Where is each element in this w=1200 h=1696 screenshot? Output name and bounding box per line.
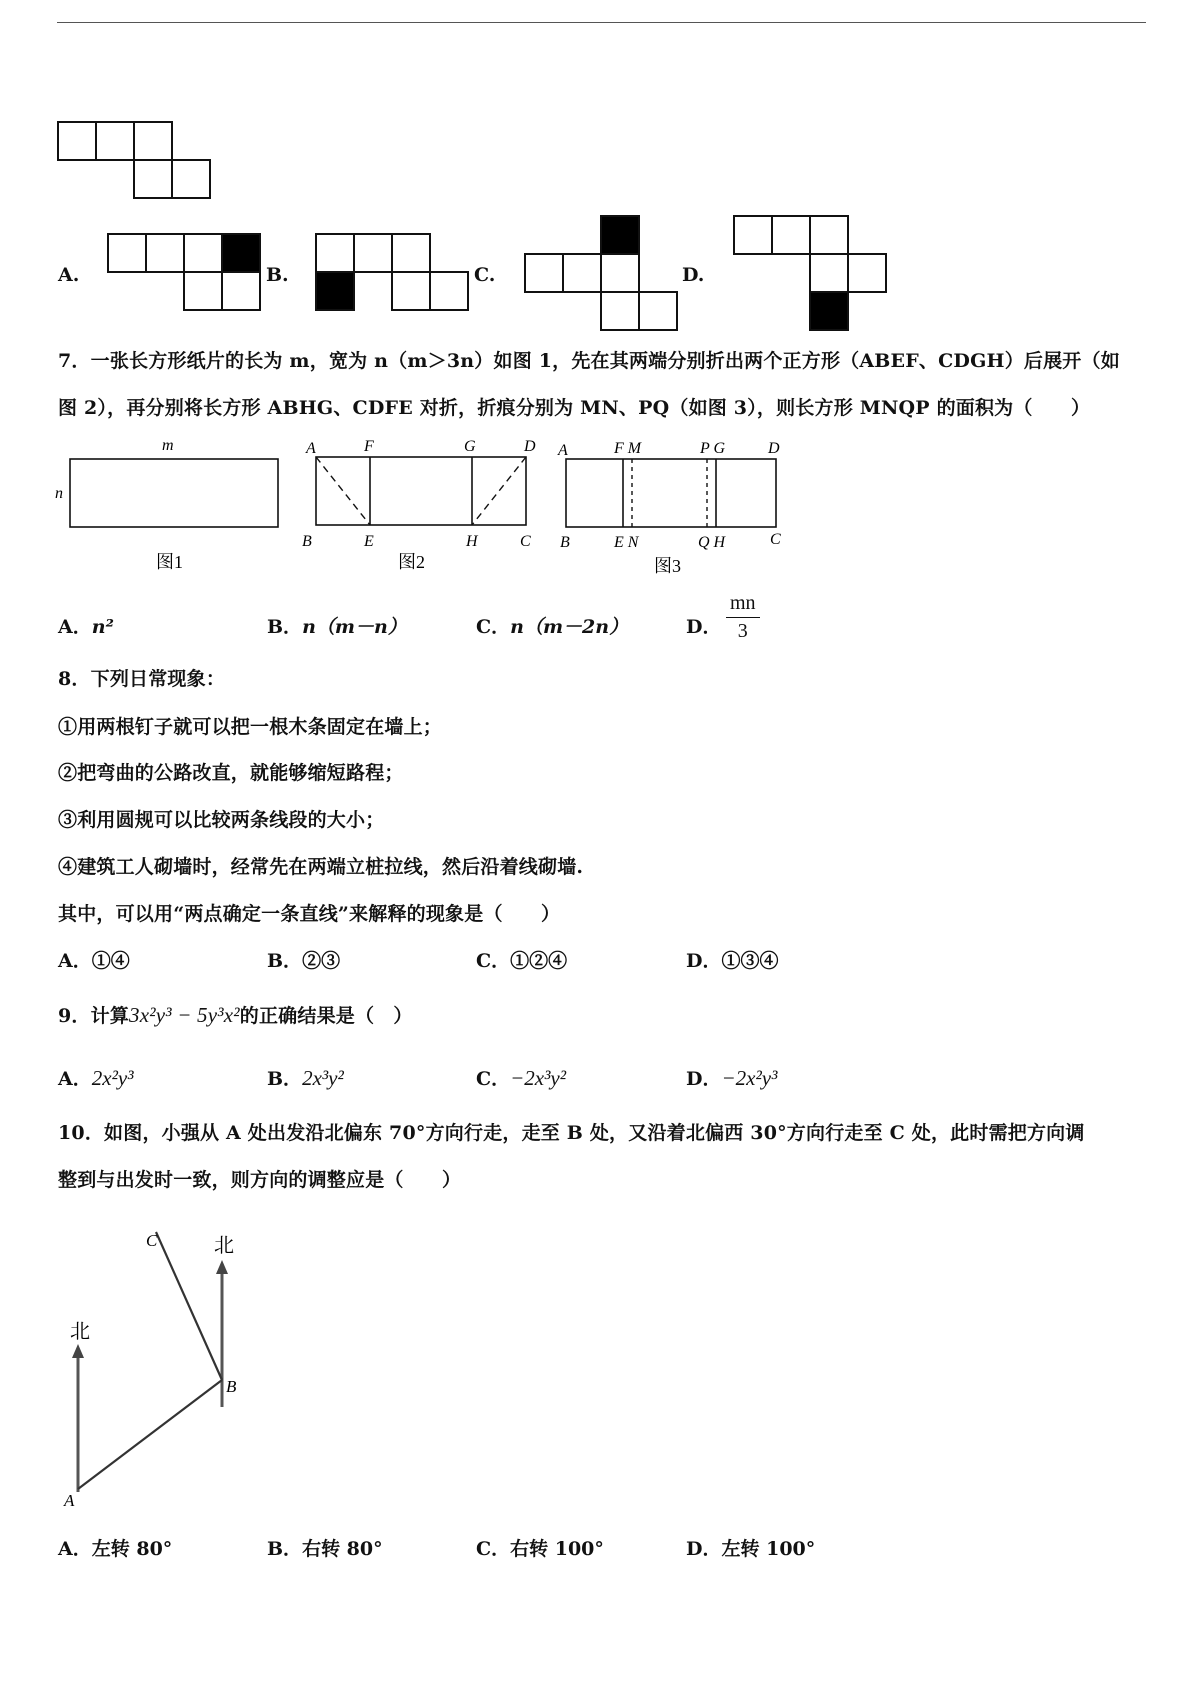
point-label: F M	[614, 440, 642, 457]
net-square	[601, 292, 639, 330]
q9-stem	[58, 1001, 413, 1028]
q10-text-line-2: 整到与出发时一致，则方向的调整应是（ ）	[58, 1169, 462, 1191]
net-square	[184, 234, 222, 272]
option-text: ①④	[91, 950, 130, 972]
header-rule	[57, 22, 1146, 23]
option-letter: A．	[58, 1538, 92, 1560]
rectangle	[70, 459, 278, 527]
diagonal-ae	[316, 457, 370, 525]
net-square	[58, 122, 96, 160]
point-label: C	[770, 531, 781, 548]
q7-option-d-fraction	[726, 592, 760, 643]
net-square	[525, 254, 563, 292]
option-letter: D．	[686, 1538, 722, 1560]
point-label: D	[524, 438, 536, 455]
q7-figure-3	[548, 432, 798, 582]
q10-option-d[interactable]	[686, 1534, 815, 1561]
point-label: C	[520, 533, 531, 550]
option-letter: B．	[267, 616, 303, 638]
path-bc	[156, 1232, 222, 1380]
point-label-c: C	[146, 1231, 158, 1250]
q7-option-b[interactable]	[267, 612, 407, 639]
label-n: n	[55, 485, 63, 502]
q10-text-line-1: 10．如图，小强从 A 处出发沿北偏东 70°方向行走，走至 B 处，又沿着北偏西 30°方向行走至 C 处，此时需把方向调	[58, 1122, 1085, 1144]
point-label: E N	[614, 534, 639, 551]
net-square	[96, 122, 134, 160]
q8-option-d[interactable]	[686, 946, 779, 973]
q9-option-b[interactable]	[267, 1064, 344, 1091]
net-square	[184, 272, 222, 310]
diagonal-dh	[472, 457, 526, 525]
net-square	[392, 272, 430, 310]
point-label: H	[466, 533, 478, 550]
option-text: 2x³y²	[302, 1066, 344, 1090]
option-text: −2x³y²	[510, 1066, 567, 1090]
rectangle	[566, 459, 776, 527]
q7-text-line-1: 7．一张长方形纸片的长为 m，宽为 n（m＞3n）如图 1，先在其两端分别折出两个正方形（ABEF、CDGH）后展开（如	[58, 350, 1120, 372]
net-square	[108, 234, 146, 272]
option-text: −2x²y³	[721, 1066, 778, 1090]
q7-figure-1	[52, 434, 292, 574]
q6-option-c-figure	[523, 214, 683, 332]
q8-title: 8．下列日常现象：	[58, 668, 226, 690]
net-square	[134, 122, 172, 160]
q6-option-a-label: A.	[58, 264, 80, 286]
q10-option-b[interactable]	[267, 1534, 383, 1561]
option-text: 左转 80°	[91, 1538, 173, 1560]
option-text: ①②④	[510, 950, 568, 972]
option-text: 2x²y³	[91, 1066, 134, 1090]
option-letter: C．	[476, 1068, 511, 1090]
q7-figure-2	[298, 432, 548, 577]
q9-option-d[interactable]	[686, 1064, 777, 1091]
option-letter: A．	[58, 616, 92, 638]
point-label: A	[306, 440, 316, 457]
q8-item-2: ②把弯曲的公路改直，就能够缩短路程；	[58, 762, 404, 784]
net-square	[172, 160, 210, 198]
figure-caption: 图2	[398, 552, 425, 572]
net-square	[639, 292, 677, 330]
point-label: B	[560, 534, 570, 551]
q8-item-3: ③利用圆规可以比较两条线段的大小；	[58, 809, 385, 831]
arrowhead-icon	[216, 1260, 228, 1274]
q6-option-a-figure	[106, 232, 266, 312]
q6-option-b-figure	[314, 232, 474, 312]
q6-option-b-label: B.	[266, 264, 289, 286]
rectangle	[316, 457, 526, 525]
point-label: B	[302, 533, 312, 550]
north-label-b: 北	[214, 1235, 234, 1257]
point-label: P G	[700, 440, 726, 457]
option-text: ①③④	[721, 950, 779, 972]
option-letter: C．	[476, 950, 511, 972]
q8-question: 其中，可以用“两点确定一条直线”来解释的现象是（ ）	[58, 903, 561, 925]
q7-option-a[interactable]	[58, 612, 114, 639]
net-square	[430, 272, 468, 310]
option-text: 右转 100°	[510, 1538, 604, 1560]
option-letter: D．	[686, 616, 722, 638]
point-label: G	[464, 438, 476, 455]
q7-option-c[interactable]	[476, 612, 628, 639]
point-label: D	[768, 440, 780, 457]
net-square	[734, 216, 772, 254]
option-letter: A．	[58, 950, 92, 972]
option-text: n²	[91, 616, 114, 638]
figure-caption: 图3	[654, 556, 681, 576]
point-label: E	[364, 533, 374, 550]
net-square	[848, 254, 886, 292]
path-ab	[78, 1380, 222, 1489]
q6-option-c-label: C.	[474, 264, 496, 286]
option-letter: B．	[267, 1538, 303, 1560]
point-label: Q H	[698, 534, 726, 551]
option-text: ②③	[302, 950, 341, 972]
arrowhead-icon	[72, 1344, 84, 1358]
net-square	[772, 216, 810, 254]
q6-option-d-figure	[732, 214, 892, 332]
option-letter: B．	[267, 950, 303, 972]
q10-figure	[56, 1222, 256, 1512]
net-square	[146, 234, 184, 272]
option-letter: C．	[476, 1538, 511, 1560]
option-text: 左转 100°	[721, 1538, 816, 1560]
q9-option-c[interactable]	[476, 1064, 566, 1091]
net-square	[354, 234, 392, 272]
point-label-a: A	[64, 1491, 75, 1510]
q8-option-a[interactable]	[58, 946, 130, 973]
q9-suffix: 的正确结果是（ ）	[239, 1005, 413, 1027]
q10-option-c[interactable]	[476, 1534, 604, 1561]
point-label-b: B	[226, 1377, 237, 1396]
net-square-shaded	[810, 292, 848, 330]
option-text: n（m－2n）	[510, 616, 629, 638]
net-square	[222, 272, 260, 310]
net-square	[134, 160, 172, 198]
option-letter: C．	[476, 616, 511, 638]
q7-option-d[interactable]	[686, 612, 721, 639]
q8-item-1: ①用两根钉子就可以把一根木条固定在墙上；	[58, 716, 443, 738]
net-square	[392, 234, 430, 272]
option-letter: D．	[686, 1068, 722, 1090]
label-m: m	[162, 437, 174, 454]
fraction-denominator: 3	[737, 620, 748, 642]
point-label: F	[364, 438, 374, 455]
net-square	[810, 254, 848, 292]
q9-expression: 3x²y³ − 5y³x²	[129, 1003, 240, 1027]
q6-option-d-label: D.	[682, 264, 705, 286]
option-text: 右转 80°	[302, 1538, 383, 1560]
q9-prefix: 9．计算	[58, 1005, 130, 1027]
q8-option-c[interactable]	[476, 946, 567, 973]
net-square	[601, 254, 639, 292]
net-square	[563, 254, 601, 292]
point-label: A	[558, 442, 568, 459]
q10-option-a[interactable]	[58, 1534, 172, 1561]
q7-text-line-2: 图 2），再分别将长方形 ABHG、CDFE 对折，折痕分别为 MN、PQ（如图 3），则长方形 MNQP 的面积为（ ）	[58, 397, 1091, 419]
option-letter: A．	[58, 1068, 92, 1090]
q8-option-b[interactable]	[267, 946, 340, 973]
net-square	[316, 234, 354, 272]
net-square-shaded	[601, 216, 639, 254]
north-label-a: 北	[70, 1321, 90, 1343]
option-letter: D．	[686, 950, 722, 972]
net-square	[810, 216, 848, 254]
option-letter: B．	[267, 1068, 303, 1090]
figure-caption: 图1	[156, 552, 183, 572]
q6-stem-net-figure	[56, 120, 216, 204]
option-text: n（m－n）	[302, 616, 407, 638]
fraction-numerator: mn	[726, 592, 760, 618]
net-square-shaded	[316, 272, 354, 310]
q8-item-4: ④建筑工人砌墙时，经常先在两端立桩拉线，然后沿着线砌墙.	[58, 856, 584, 878]
q9-option-a[interactable]	[58, 1064, 133, 1091]
net-square-shaded	[222, 234, 260, 272]
